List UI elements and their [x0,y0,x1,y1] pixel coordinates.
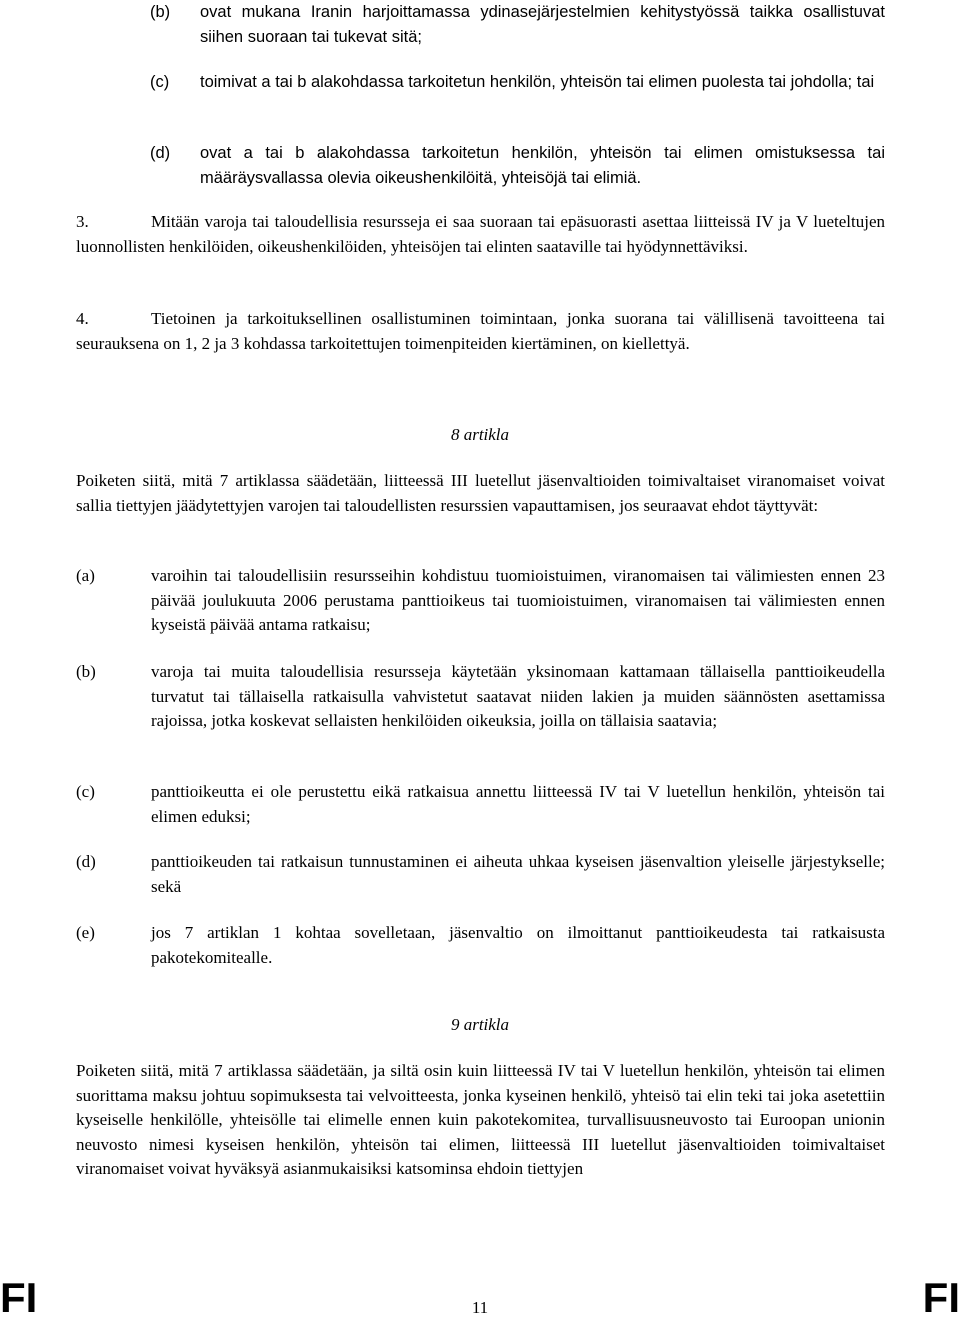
paragraph-3 [76,210,885,259]
item-label: (d) [76,852,96,871]
article-8-heading: 8 artikla [450,425,510,444]
item-label: (c) [76,782,95,801]
page-number: 11 [471,1298,489,1317]
item-text: panttioikeutta ei ole perustettu eikä ratkaisua annettu liitteessä IV tai V luetellun henkilön, yhteisön tai elimen eduksi; [151,782,885,826]
item-label: (d) [150,144,171,162]
item-text: ovat a tai b alakohdassa tarkoitetun henkilön, yhteisön tai elimen omistuksessa tai määräysvallassa olevia oikeushenkilöitä, yhteisöjä tai elimiä. [200,144,885,187]
article-8-intro: Poiketen siitä, mitä 7 artiklassa säädetään, liitteessä III luetellut jäsenvaltioiden toimivaltaiset viranomaiset voivat sallia tiettyjen jäädytettyjen varojen tai taloudellisten resurssien vapauttamisen, jos seuraavat ehdot täyttyvät: [76,471,885,515]
item-text: toimivat a tai b alakohdassa tarkoitetun henkilön, yhteisön tai elimen puolesta tai johdolla; tai [200,73,875,91]
item-text: varoja tai muita taloudellisia resursseja käytetään yksinomaan kattamaan tällaisella panttioikeudella turvatut tai tällaisella ratkaisulla vahvistetut saatavat niiden lakien ja muiden säännösten asettamissa rajoissa, jotka koskevat sellaisten henkilöiden oikeuksia, joilla on tällaisia saatavia; [151,662,885,730]
item-label: (e) [76,923,95,942]
item-text: panttioikeuden tai ratkaisun tunnustaminen ei aiheuta uhkaa kyseisen jäsenvaltion yleiselle järjestykselle; sekä [151,852,885,896]
item-label: (a) [76,566,95,585]
article-9-heading: 9 artikla [450,1015,510,1034]
paragraph-4 [76,307,885,356]
item-label: (c) [150,73,170,91]
item-text: varoihin tai taloudellisiin resursseihin kohdistuu tuomioistuimen, viranomaisen tai välimiesten ennen 23 päivää joulukuuta 2006 perustama panttioikeus tai tuomioistuimen, viranomaisen tai välimiesten ennen kyseistä päivää antama ratkaisu; [151,566,885,634]
item-text: ovat mukana Iranin harjoittamassa ydinasejärjestelmien kehitystyössä taikka osallistuvat siihen suoraan tai tukevat sitä; [200,3,885,46]
paragraph-text: Tietoinen ja tarkoituksellinen osallistuminen toimintaan, jonka suorana tai välillisenä tavoitteena tai seurauksena on 1, 2 ja 3 kohdassa tarkoitettujen toimenpiteiden kiertäminen, on kiellettyä. [76,309,885,353]
item-text: jos 7 artiklan 1 kohtaa sovelletaan, jäsenvaltio on ilmoittanut panttioikeudesta tai ratkaisusta pakotekomitealle. [151,923,885,967]
paragraph-number: 4. [76,309,89,328]
paragraph-number: 3. [76,212,89,231]
paragraph-text: Mitään varoja tai taloudellisia resursseja ei saa suoraan tai epäsuorasti asettaa liitteissä IV ja V lueteltujen luonnollisten henkilöiden, oikeushenkilöiden, yhteisöjen tai elinten saataville tai hyödynnettäviksi. [76,212,885,256]
footer-language-left: FI [0,1274,38,1321]
item-label: (b) [76,662,96,681]
item-label: (b) [150,3,171,21]
footer-language-right: FI [922,1274,960,1321]
article-9-text: Poiketen siitä, mitä 7 artiklassa säädetään, ja siltä osin kuin liitteessä IV tai V luetellun henkilön, yhteisön tai elimen suorittama maksu johtuu sopimuksesta tai velvoitteesta, jonka kyseinen henkilö, yhteisö tai elin teki tai joka asetettiin kyseiselle henkilölle, yhteisölle tai elimelle ennen kuin pakotekomitea, turvallisuusneuvosto tai Euroopan unionin neuvosto nimesi kyseisen henkilön, yhteisön tai elimen, liitteessä III luetellut jäsenvaltioiden toimivaltaiset viranomaiset voivat hyväksyä asianmukaisiksi katsominsa ehdoin tiettyjen [76,1061,885,1178]
